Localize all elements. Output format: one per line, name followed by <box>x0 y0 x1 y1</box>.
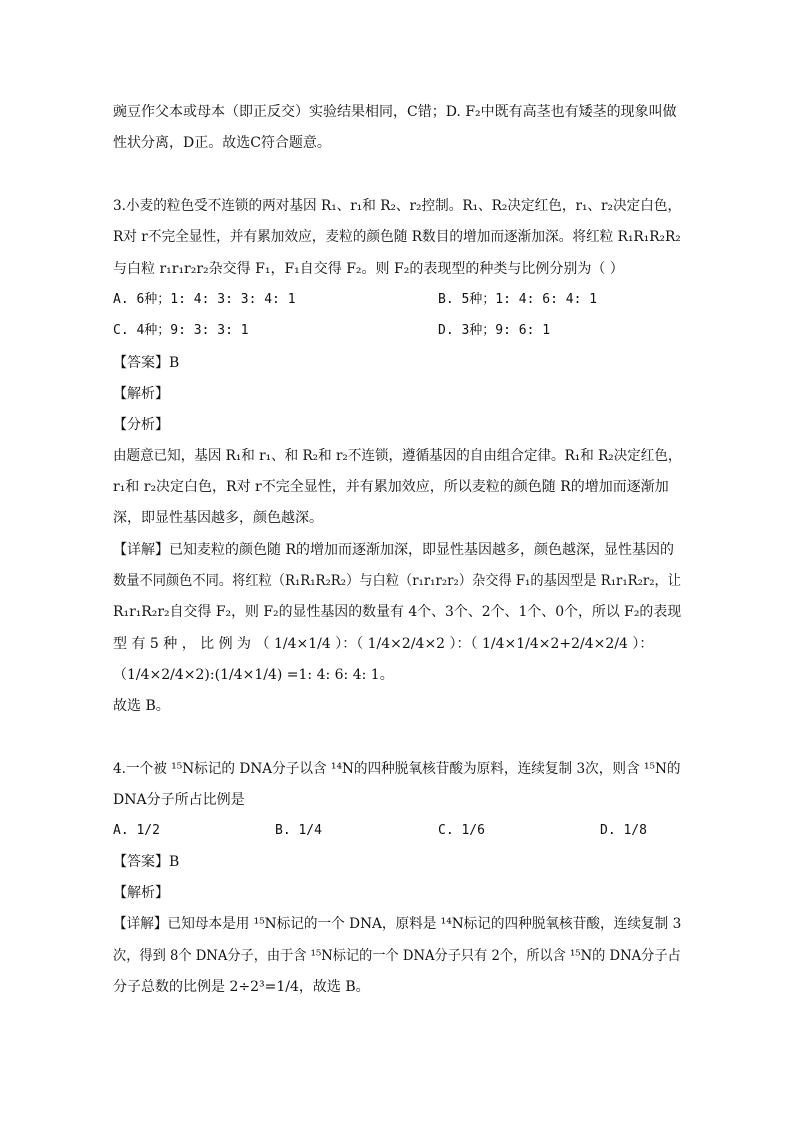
q4-jiexi-heading: 【解析】 <box>113 885 169 901</box>
q4-stem-line-2: DNA分子所占比例是 <box>113 792 245 808</box>
q4-option-c: C. 1/6 <box>438 823 485 838</box>
q3-option-d: D. 3种；9: 6: 1 <box>438 323 551 338</box>
q4-detail-line-2: 次，得到 8个 DNA分子，由于含 ¹⁵N标记的一个 DNA分子只有 2个，所以含 ¹⁵N的 DNA分子占 <box>113 948 681 964</box>
q3-stem-line-2: R对 r不完全显性，并有累加效应，麦粒的颜色随 R数目的增加而逐渐加深。将红粒 R₁R₁R₂R₂ <box>113 229 681 245</box>
q4-detail-line-3: 分子总数的比例是 2÷2³=1/4，故选 B。 <box>113 979 370 995</box>
q3-analysis-line-3: 深，即显性基因越多，颜色越深。 <box>113 510 323 526</box>
q4-stem-line-1: 4.一个被 ¹⁵N标记的 DNA分子以含 ¹⁴N的四种脱氧核苷酸为原料，连续复制 3次，则含 ¹⁵N的 <box>113 761 681 777</box>
q3-option-b: B. 5种；1: 4: 6: 4: 1 <box>438 292 598 307</box>
q4-option-b: B. 1/4 <box>275 823 322 838</box>
q3-fenxi-heading: 【分析】 <box>113 417 169 433</box>
q3-stem-line-3: 与白粒 r₁r₁r₂r₂杂交得 F₁，F₁自交得 F₂。则 F₂的表现型的种类与比例分别为（ ） <box>113 261 624 277</box>
q4-option-a: A. 1/2 <box>113 823 160 838</box>
q3-detail-line-4: 型 有 5 种 ， 比 例 为 （ 1/4×1/4 ）：（ 1/4×2/4×2 ）：（ 1/4×1/4×2+2/4×2/4 ）： <box>113 636 654 652</box>
prev-answer-line-1: 豌豆作父本或母本（即正反交）实验结果相同，C错；D. F₂中既有高茎也有矮茎的现象叫做 <box>113 104 677 120</box>
q4-answer: 【答案】B <box>113 854 180 870</box>
q3-option-a: A. 6种；1: 4: 3: 3: 4: 1 <box>113 292 296 307</box>
q3-detail-line-3: R₁r₁R₂r₂自交得 F₂，则 F₂的显性基因的数量有 4个、3个、2个、1个、0个，所以 F₂的表现 <box>113 604 682 620</box>
q3-detail-line-1: 【详解】已知麦粒的颜色随 R的增加而逐渐加深，即显性基因越多，颜色越深，显性基因的 <box>113 542 674 558</box>
q3-analysis-line-1: 由题意已知，基因 R₁和 r₁、和 R₂和 r₂不连锁，遵循基因的自由组合定律。R₁和 R₂决定红色， <box>113 448 682 464</box>
q3-stem-line-1: 3.小麦的粒色受不连锁的两对基因 R₁、r₁和 R₂、r₂控制。R₁、R₂决定红色，r₁、r₂决定白色， <box>113 198 682 214</box>
q3-jiexi-heading: 【解析】 <box>113 386 169 402</box>
q3-detail-line-5: （1/4×2/4×2):(1/4×1/4) =1: 4: 6: 4: 1。 <box>113 667 394 683</box>
q4-option-d: D. 1/8 <box>600 823 647 838</box>
prev-answer-line-2: 性状分离，D正。故选C符合题意。 <box>113 135 331 151</box>
q3-answer: 【答案】B <box>113 355 180 371</box>
q3-detail-line-2: 数量不同颜色不同。将红粒（R₁R₁R₂R₂）与白粒（r₁r₁r₂r₂）杂交得 F₁的基因型是 R₁r₁R₂r₂，让 <box>113 573 681 589</box>
q4-detail-line-1: 【详解】已知母本是用 ¹⁵N标记的一个 DNA，原料是 ¹⁴N标记的四种脱氧核苷酸，连续复制 3 <box>113 916 682 932</box>
q3-analysis-line-2: r₁和 r₂决定白色，R对 r不完全显性，并有累加效应，所以麦粒的颜色随 R的增加而逐渐加 <box>113 479 669 495</box>
q3-conclusion: 故选 B。 <box>113 698 170 714</box>
q3-option-c: C. 4种；9: 3: 3: 1 <box>113 323 249 338</box>
